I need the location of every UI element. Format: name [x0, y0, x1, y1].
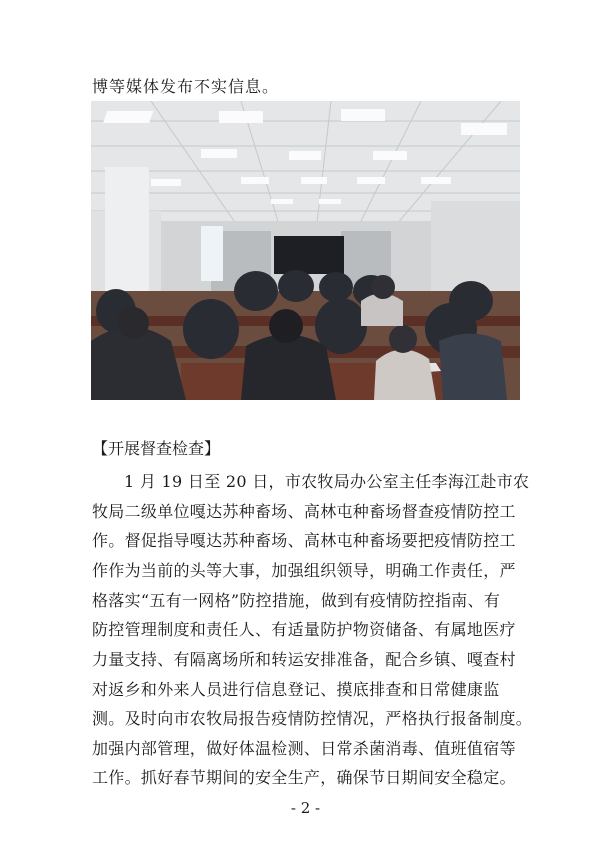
paragraph-line: 格落实“五有一网格”防控措施，做到有疫情防控指南、有 [92, 591, 501, 610]
paragraph-line: 加强内部管理，做好体温检测、日常杀菌消毒、值班值宿等 [92, 739, 516, 758]
paragraph-line: 1 月 19 日至 20 日，市农牧局办公室主任李海江赴市农 [124, 472, 530, 491]
paragraph-line: 力量支持、有隔离场所和转运安排准备，配合乡镇、嘎查村 [92, 650, 516, 669]
paragraph-line: 测。及时向市农牧局报告疫情防控情况，严格执行报备制度。 [92, 709, 533, 728]
paragraph-line: 工作。抓好春节期间的安全生产，确保节日期间安全稳定。 [92, 768, 516, 787]
paragraph-line: 对返乡和外来人员进行信息登记、摸底排查和日常健康监 [92, 680, 500, 699]
paragraph-line: 防控管理制度和责任人、有适量防护物资储备、有属地医疗 [92, 620, 516, 639]
paragraph-line: 牧局二级单位嘎达苏种畜场、高林屯种畜场督查疫情防控工 [92, 502, 516, 521]
continued-text-line: 博等媒体发布不实信息。 [92, 77, 280, 96]
paragraph-line: 作作为当前的头等大事，加强组织领导，明确工作责任，严 [92, 561, 516, 580]
page-number: - 2 - [290, 799, 321, 817]
paragraph-line: 作。督促指导嘎达苏种畜场、高林屯种畜场要把疫情防控工 [92, 531, 516, 550]
meeting-room-photo [91, 101, 520, 400]
section-heading: 【开展督查检查】 [92, 439, 221, 458]
